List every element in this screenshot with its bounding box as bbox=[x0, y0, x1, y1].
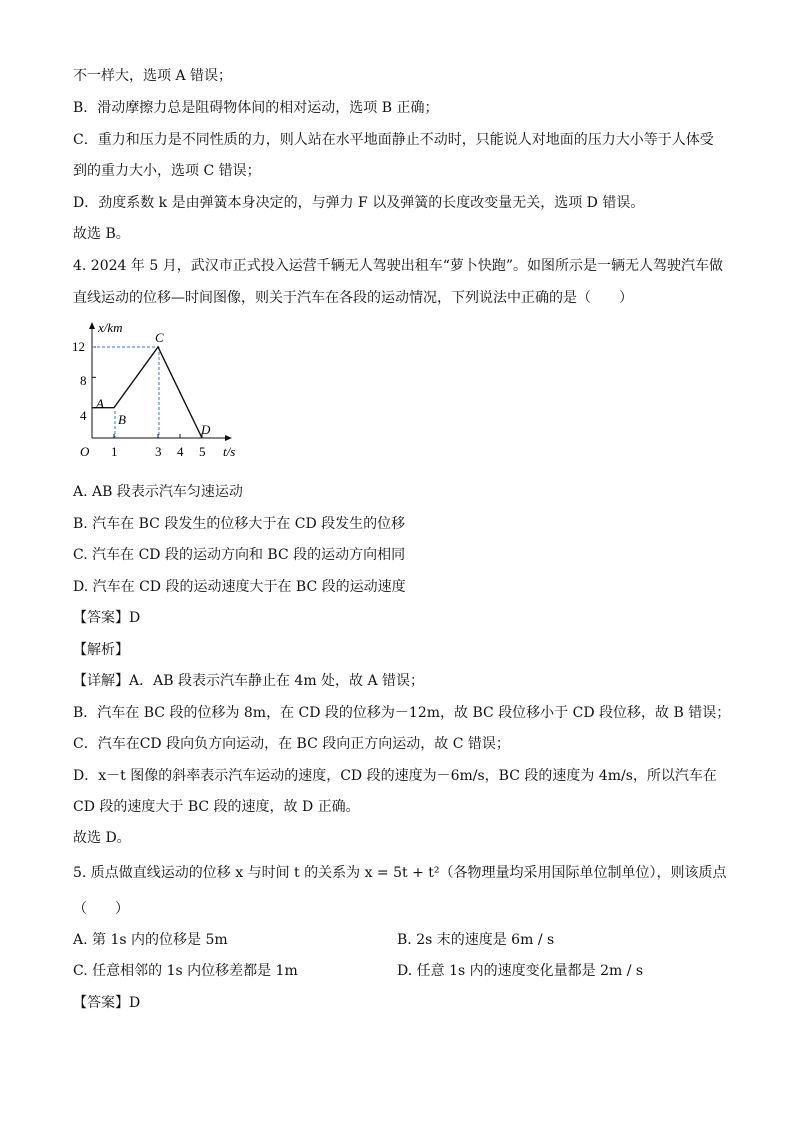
graph-line bbox=[92, 347, 202, 438]
text-line-l15: 【详解】A．AB 段表示汽车静止在 4m 处，故 A 错误； bbox=[73, 673, 425, 689]
tick-label-y-8: 8 bbox=[80, 373, 87, 388]
tick-label-y-12: 12 bbox=[72, 339, 85, 354]
point-label-c: C bbox=[155, 330, 164, 345]
x-axis-label: t/s bbox=[223, 444, 236, 459]
text-line-l19: CD 段的速度大于 BC 段的速度，故 D 正确。 bbox=[73, 799, 360, 815]
text-line-l16: B．汽车在 BC 段的位移为 8m，在 CD 段的位移为－12m，故 BC 段位移小于 CD 段位移，故 B 错误； bbox=[73, 705, 731, 721]
text-line-l17: C．汽车在CD 段向负方向运动，在 BC 段向正方向运动，故 C 错误； bbox=[73, 736, 510, 752]
text-line-l08: 直线运动的位移—时间图像，则关于汽车在各段的运动情况，下列说法中正确的是（ ） bbox=[73, 290, 633, 306]
answer-option-o4: D. 任意 1s 内的速度变化量都是 2m / s bbox=[397, 963, 644, 979]
point-label-a: A bbox=[96, 396, 104, 411]
x-axis-arrow bbox=[225, 435, 232, 441]
text-line-l23: 【答案】D bbox=[73, 995, 141, 1011]
tick-label-x-1: 1 bbox=[111, 444, 118, 459]
text-line-l01: 不一样大，选项 A 错误； bbox=[73, 68, 233, 84]
text-line-l21: 5. 质点做直线运动的位移 x 与时间 t 的关系为 x = 5t + t²（各物理量均采用国际单位制单位），则该质点 bbox=[73, 865, 727, 881]
text-line-l22: （ ） bbox=[73, 901, 129, 917]
text-line-l06: 故选 B。 bbox=[73, 226, 130, 242]
answer-option-o2: B. 2s 末的速度是 6m / s bbox=[397, 932, 555, 948]
tick-label-x-4: 4 bbox=[177, 444, 184, 459]
text-line-l20: 故选 D。 bbox=[73, 830, 131, 846]
text-line-l11: C. 汽车在 CD 段的运动方向和 BC 段的运动方向相同 bbox=[73, 547, 406, 563]
origin-label: O bbox=[80, 444, 90, 459]
text-line-l10: B. 汽车在 BC 段发生的位移大于在 CD 段发生的位移 bbox=[73, 516, 406, 532]
point-label-b: B bbox=[118, 412, 126, 427]
point-label-d: D bbox=[201, 422, 211, 437]
text-line-l04: 到的重力大小，选项 C 错误； bbox=[73, 163, 261, 179]
text-line-l09: A. AB 段表示汽车匀速运动 bbox=[73, 484, 243, 500]
tick-label-y-4: 4 bbox=[80, 408, 87, 423]
y-axis-label: x/km bbox=[98, 320, 123, 335]
position-time-graph bbox=[72, 320, 250, 475]
text-line-l18: D．x－t 图像的斜率表示汽车运动的速度，CD 段的速度为－6m/s，BC 段的速度为 4m/s，所以汽车在 bbox=[73, 768, 717, 784]
tick-label-x-3: 3 bbox=[155, 444, 162, 459]
tick-label-x-5: 5 bbox=[199, 444, 206, 459]
text-line-l14: 【解析】 bbox=[73, 642, 129, 658]
text-line-l05: D．劲度系数 k 是由弹簧本身决定的，与弹力 F 以及弹簧的长度改变量无关，选项 D 错误。 bbox=[73, 195, 645, 211]
text-line-l03: C．重力和压力是不同性质的力，则人站在水平地面静止不动时，只能说人对地面的压力大小等于人体受 bbox=[73, 132, 714, 148]
text-line-l07: 4. 2024 年 5 月，武汉市正式投入运营千辆无人驾驶出租车“萝卜快跑”。如图所示是一辆无人驾驶汽车做 bbox=[73, 258, 724, 274]
answer-option-o3: C. 任意相邻的 1s 内位移差都是 1m bbox=[73, 963, 298, 979]
y-axis-arrow bbox=[89, 322, 95, 329]
text-line-l12: D. 汽车在 CD 段的运动速度大于在 BC 段的运动速度 bbox=[73, 579, 406, 595]
text-line-l02: B．滑动摩擦力总是阻碍物体间的相对运动，选项 B 正确； bbox=[73, 100, 439, 116]
text-line-l13: 【答案】D bbox=[73, 610, 141, 626]
answer-option-o1: A. 第 1s 内的位移是 5m bbox=[73, 932, 228, 948]
